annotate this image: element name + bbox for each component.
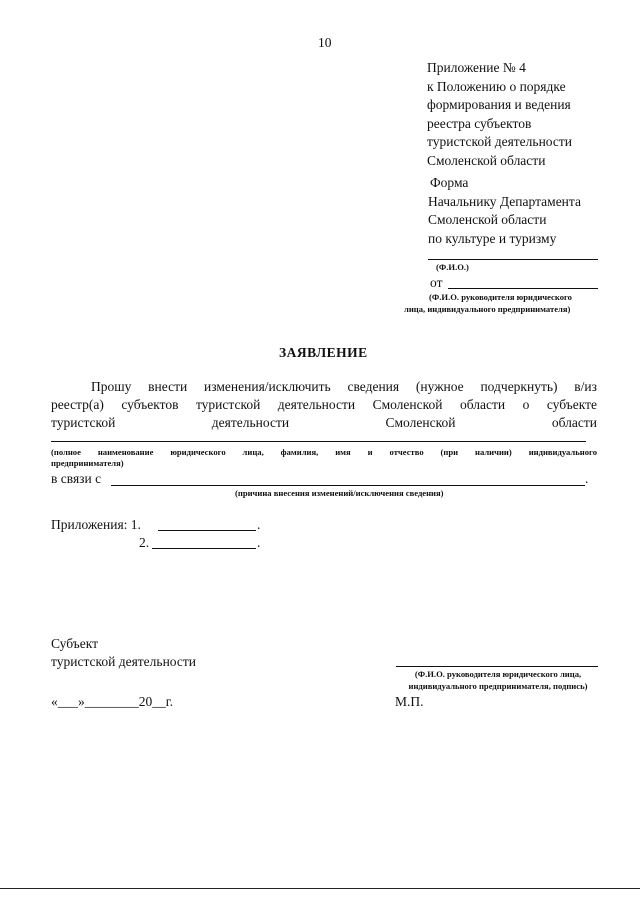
- signature-caption: (Ф.И.О. руководителя юридического лица,: [414, 669, 582, 679]
- name-caption-cont: предпринимателя): [51, 458, 124, 468]
- subject-label: Субъект: [51, 636, 99, 651]
- reason-caption: (причина внесения изменений/исключения сведения): [235, 488, 444, 498]
- from-caption: лица, индивидуального предпринимателя): [404, 304, 571, 314]
- addressee-line: по культуре и туризму: [428, 230, 557, 246]
- stamp-mark: М.П.: [395, 694, 424, 709]
- attachment-2-end: .: [257, 535, 261, 550]
- appendix-line: реестра субъектов: [427, 115, 532, 131]
- reason-underline: [111, 485, 585, 486]
- reason-label: в связи с: [51, 471, 102, 486]
- appendix-line: формирования и ведения: [427, 97, 571, 113]
- form-label: Форма: [430, 175, 469, 190]
- signature-underline: [396, 666, 598, 667]
- fio-caption: (Ф.И.О.): [436, 262, 469, 272]
- from-underline: [448, 288, 598, 289]
- signature-caption: индивидуального предпринимателя, подпись): [408, 681, 588, 691]
- subject-label-2: туристской деятельности: [51, 654, 196, 669]
- from-caption: (Ф.И.О. руководителя юридического: [429, 292, 572, 302]
- from-label: от: [430, 275, 443, 290]
- attachment-2-number: 2.: [139, 535, 150, 550]
- attachment-2-underline: [152, 548, 256, 549]
- appendix-line: к Положению о порядке: [427, 78, 566, 94]
- attachment-1-end: .: [257, 517, 261, 532]
- appendix-header: [427, 59, 572, 171]
- name-caption: (полное наименование юридического лица, фамилия, имя и отчество (при наличии) индивидуального: [51, 447, 597, 457]
- name-underline: [51, 441, 586, 442]
- appendix-line: Смоленской области: [427, 152, 546, 168]
- date-field: «___»________20__г.: [51, 694, 174, 709]
- fio-underline: [428, 259, 598, 260]
- addressee-line: Начальнику Департамента: [428, 193, 581, 209]
- reason-end: .: [585, 471, 589, 486]
- appendix-line: Приложение № 4: [427, 60, 526, 75]
- addressee-block: [428, 174, 581, 248]
- page-number: 10: [318, 35, 332, 50]
- body-line-1: Прошу внести изменения/исключить сведения (нужное подчеркнуть) в/из: [91, 379, 597, 394]
- page-bottom-rule: [0, 888, 640, 889]
- attachments-label: Приложения: 1.: [51, 517, 141, 532]
- document-title: ЗАЯВЛЕНИЕ: [279, 345, 368, 360]
- addressee-line: Смоленской области: [428, 212, 547, 228]
- body-line-3: туристской деятельности Смоленской области: [51, 415, 597, 430]
- attachment-1-underline: [158, 530, 256, 531]
- appendix-line: туристской деятельности: [427, 134, 572, 150]
- body-line-2: реестр(а) субъектов туристской деятельности Смоленской области о субъекте: [51, 397, 597, 412]
